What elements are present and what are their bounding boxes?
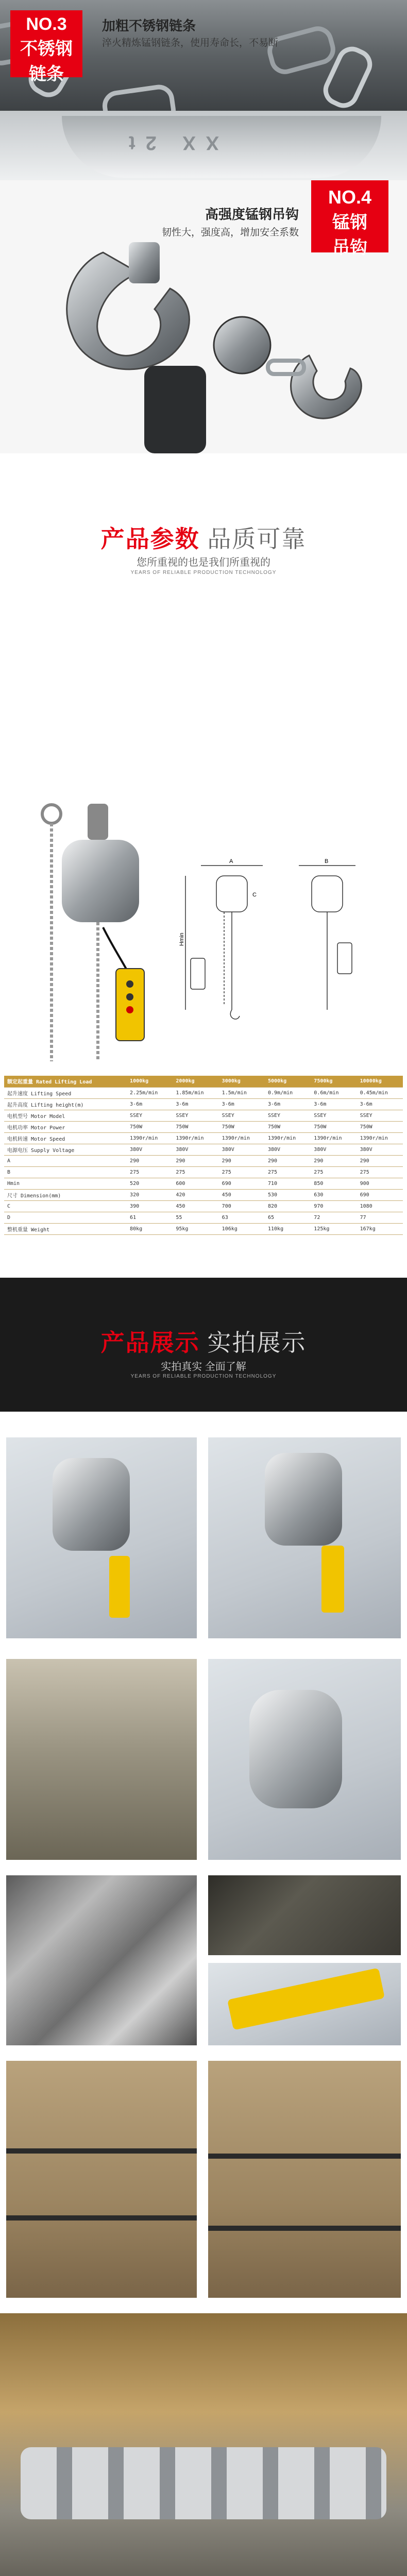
showcase-subtitle: 实拍真实 全面了解: [161, 1361, 246, 1372]
hook-body-photo: [0, 111, 407, 180]
badge-no3-line2: 链条: [29, 64, 64, 84]
hoist-body-shape: [53, 1458, 130, 1551]
table-row: [4, 1223, 403, 1234]
table-cell: 72: [311, 1212, 357, 1223]
badge-no4-line1: 锰钢: [332, 213, 367, 232]
drawing-front-body: [216, 876, 247, 912]
showcase-photo-4: [208, 1659, 401, 1860]
table-cell: 7500kg: [311, 1076, 357, 1087]
table-cell: 750W: [219, 1121, 265, 1132]
table-cell: 750W: [357, 1121, 403, 1132]
table-cell: SSEY: [127, 1110, 173, 1121]
pendant-control-shape: [321, 1546, 344, 1613]
table-cell: 290: [265, 1155, 311, 1166]
showcase-photo-8: [6, 2061, 197, 2298]
table-cell: 750W: [173, 1121, 218, 1132]
table-cell: 970: [311, 1200, 357, 1212]
showcase-en-caption: YEARS OF RELIABLE PRODUCTION TECHNOLOGY: [130, 1374, 277, 1379]
showcase-photo-2: [208, 1437, 401, 1638]
table-cell: 3-6m: [173, 1098, 218, 1110]
table-cell: 850: [311, 1178, 357, 1189]
pendant-control-shape: [109, 1556, 130, 1618]
hook-engraving-text: XX 2t: [118, 132, 219, 154]
table-cell: 3-6m: [311, 1098, 357, 1110]
table-cell: 1390r/min: [357, 1132, 403, 1144]
table-cell: 275: [173, 1166, 218, 1178]
table-cell: SSEY: [357, 1110, 403, 1121]
drawing-label-a: A: [229, 858, 233, 865]
drawing-label-b: B: [325, 858, 329, 865]
table-cell: 380V: [357, 1144, 403, 1155]
table-row-label: 起升速度 Lifting Speed: [4, 1087, 127, 1098]
table-cell: 700: [219, 1200, 265, 1212]
table-cell: 275: [357, 1166, 403, 1178]
hook-engraving: [62, 116, 381, 178]
hoist-block-shape: [144, 366, 206, 453]
table-cell: 290: [219, 1155, 265, 1166]
packaging-strap: [6, 2148, 197, 2154]
hoist-body-shape: [62, 840, 139, 922]
table-cell: 3-6m: [357, 1098, 403, 1110]
table-cell: 3-6m: [219, 1098, 265, 1110]
showcase-title-grey: 实拍展示: [207, 1329, 307, 1356]
pendant-control-shape: [227, 1968, 385, 2030]
hook-illustration: [0, 242, 407, 453]
table-cell: 275: [265, 1166, 311, 1178]
table-cell: 0.6m/min: [311, 1087, 357, 1098]
table-row: [4, 1178, 403, 1189]
table-cell: 630: [311, 1189, 357, 1200]
showcase-title: [0, 1324, 407, 1358]
table-cell: 380V: [219, 1144, 265, 1155]
table-row: [4, 1212, 403, 1223]
table-row: [4, 1144, 403, 1155]
product-photo: [21, 793, 175, 1072]
drawing-label-c: C: [252, 892, 257, 898]
table-cell: 106kg: [219, 1223, 265, 1234]
table-cell: 61: [127, 1212, 173, 1223]
table-cell: 380V: [173, 1144, 218, 1155]
table-cell: 3-6m: [265, 1098, 311, 1110]
table-cell: 380V: [265, 1144, 311, 1155]
table-row: [4, 1166, 403, 1178]
table-row: [4, 1110, 403, 1121]
table-cell: 1.5m/min: [219, 1087, 265, 1098]
spec-table: [4, 1076, 403, 1235]
showcase-photo-5: [6, 1875, 197, 2045]
table-cell: 1080: [357, 1200, 403, 1212]
table-cell: 450: [219, 1189, 265, 1200]
showcase-title-red: 产品展示: [100, 1329, 200, 1356]
table-cell: 690: [357, 1189, 403, 1200]
table-cell: 0.9m/min: [265, 1087, 311, 1098]
showcase-photo-9: [208, 2061, 401, 2298]
table-cell: 1390r/min: [127, 1132, 173, 1144]
small-hook-shape: [291, 355, 362, 418]
table-cell: 110kg: [265, 1223, 311, 1234]
table-cell: 380V: [311, 1144, 357, 1155]
table-cell: 290: [173, 1155, 218, 1166]
table-row: [4, 1200, 403, 1212]
drawing-front-pendant: [191, 958, 205, 989]
table-row-label: 额定起重量 Rated Lifting Load: [4, 1076, 127, 1087]
table-cell: 63: [219, 1212, 265, 1223]
table-cell: 750W: [265, 1121, 311, 1132]
hoist-row: [21, 2447, 386, 2519]
table-row: [4, 1087, 403, 1098]
badge-no3: [10, 10, 82, 84]
table-cell: SSEY: [173, 1110, 218, 1121]
params-subtitle: 您所重视的也是我们所重视的: [137, 557, 270, 568]
showcase-photo-1: [6, 1437, 197, 1638]
table-cell: SSEY: [265, 1110, 311, 1121]
badge-no4-line2: 吊钩: [332, 238, 367, 258]
table-cell: 290: [311, 1155, 357, 1166]
params-title-grey: 品质可靠: [207, 526, 307, 552]
badge-no4-number: NO.4: [328, 187, 372, 208]
table-cell: 1390r/min: [265, 1132, 311, 1144]
pulley-shape: [214, 317, 270, 374]
feature3-subtitle: 淬火精炼锰钢链条，使用寿命长，不易断: [102, 38, 279, 48]
showcase-photo-7: [208, 1963, 401, 2045]
table-row-label: B: [4, 1166, 127, 1178]
table-cell: SSEY: [311, 1110, 357, 1121]
badge-no4: [311, 180, 388, 258]
technical-drawing: [180, 855, 397, 1025]
table-row-label: D: [4, 1212, 127, 1223]
table-header-row: [4, 1076, 403, 1087]
table-cell: 275: [219, 1166, 265, 1178]
showcase-photo-warehouse: [0, 2313, 407, 2576]
table-cell: 690: [219, 1178, 265, 1189]
table-row-label: 尺寸 Dimension(mm): [4, 1189, 127, 1200]
large-hook-shape: [67, 252, 190, 369]
table-cell: 750W: [311, 1121, 357, 1132]
showcase-photo-6: [208, 1875, 401, 1955]
table-cell: 10000kg: [357, 1076, 403, 1087]
table-cell: 710: [265, 1178, 311, 1189]
table-cell: 390: [127, 1200, 173, 1212]
drawing-side-pendant: [337, 943, 352, 974]
table-row-label: 电源电压 Supply Voltage: [4, 1144, 127, 1155]
table-row: [4, 1121, 403, 1132]
badge-no3-line1: 不锈钢: [20, 39, 73, 59]
hook-shank-shape: [129, 242, 160, 283]
feature3-title: 加粗不锈钢链条: [102, 18, 196, 33]
table-cell: 450: [173, 1200, 218, 1212]
table-cell: 0.45m/min: [357, 1087, 403, 1098]
table-cell: 1390r/min: [219, 1132, 265, 1144]
drawing-side-body: [312, 876, 343, 912]
table-row-label: 电机型号 Motor Model: [4, 1110, 127, 1121]
drawing-label-h: Hmin: [179, 933, 185, 946]
table-cell: 125kg: [311, 1223, 357, 1234]
packaging-strap: [6, 2215, 197, 2221]
table-cell: 80kg: [127, 1223, 173, 1234]
table-row-label: 电机功率 Motor Power: [4, 1121, 127, 1132]
table-cell: 275: [127, 1166, 173, 1178]
table-cell: 1000kg: [127, 1076, 173, 1087]
hoist-body-shape: [265, 1453, 342, 1546]
table-cell: 750W: [127, 1121, 173, 1132]
table-row: [4, 1189, 403, 1200]
table-cell: 3000kg: [219, 1076, 265, 1087]
table-row: [4, 1132, 403, 1144]
table-cell: 2000kg: [173, 1076, 218, 1087]
params-title: [0, 520, 407, 554]
table-row-label: 电机转速 Motor Speed: [4, 1132, 127, 1144]
table-cell: 55: [173, 1212, 218, 1223]
table-cell: SSEY: [219, 1110, 265, 1121]
table-cell: 290: [127, 1155, 173, 1166]
table-cell: 420: [173, 1189, 218, 1200]
table-cell: 530: [265, 1189, 311, 1200]
table-cell: 167kg: [357, 1223, 403, 1234]
feature4-subtitle: 韧性大，强度高，增加安全系数: [161, 227, 299, 238]
table-cell: 1390r/min: [311, 1132, 357, 1144]
table-cell: 820: [265, 1200, 311, 1212]
table-cell: 2.25m/min: [127, 1087, 173, 1098]
feature4-title: 高强度锰钢吊钩: [205, 207, 299, 222]
table-row: [4, 1155, 403, 1166]
chain-link-shape: [264, 23, 339, 77]
table-cell: 5000kg: [265, 1076, 311, 1087]
table-row-label: C: [4, 1200, 127, 1212]
table-row-label: 起升高度 Lifting height(m): [4, 1098, 127, 1110]
table-cell: 77: [357, 1212, 403, 1223]
table-row-label: 整机重量 Weight: [4, 1223, 127, 1234]
table-row: [4, 1098, 403, 1110]
hoist-body-shape: [249, 1690, 342, 1808]
showcase-photo-3: [6, 1659, 197, 1860]
table-cell: 290: [357, 1155, 403, 1166]
table-cell: 95kg: [173, 1223, 218, 1234]
table-cell: 1.85m/min: [173, 1087, 218, 1098]
table-row-label: A: [4, 1155, 127, 1166]
table-cell: 900: [357, 1178, 403, 1189]
table-cell: 600: [173, 1178, 218, 1189]
table-cell: 3-6m: [127, 1098, 173, 1110]
table-cell: 1390r/min: [173, 1132, 218, 1144]
table-cell: 320: [127, 1189, 173, 1200]
table-cell: 65: [265, 1212, 311, 1223]
table-cell: 520: [127, 1178, 173, 1189]
packaging-strap: [208, 2154, 401, 2159]
table-row-label: Hmin: [4, 1178, 127, 1189]
table-cell: 380V: [127, 1144, 173, 1155]
pendant-control-shape: [116, 969, 144, 1041]
params-title-red: 产品参数: [100, 526, 200, 552]
packaging-strap: [208, 2226, 401, 2231]
params-en-caption: YEARS OF RELIABLE PRODUCTION TECHNOLOGY: [130, 570, 277, 575]
badge-no3-number: NO.3: [26, 14, 67, 34]
table-cell: 275: [311, 1166, 357, 1178]
